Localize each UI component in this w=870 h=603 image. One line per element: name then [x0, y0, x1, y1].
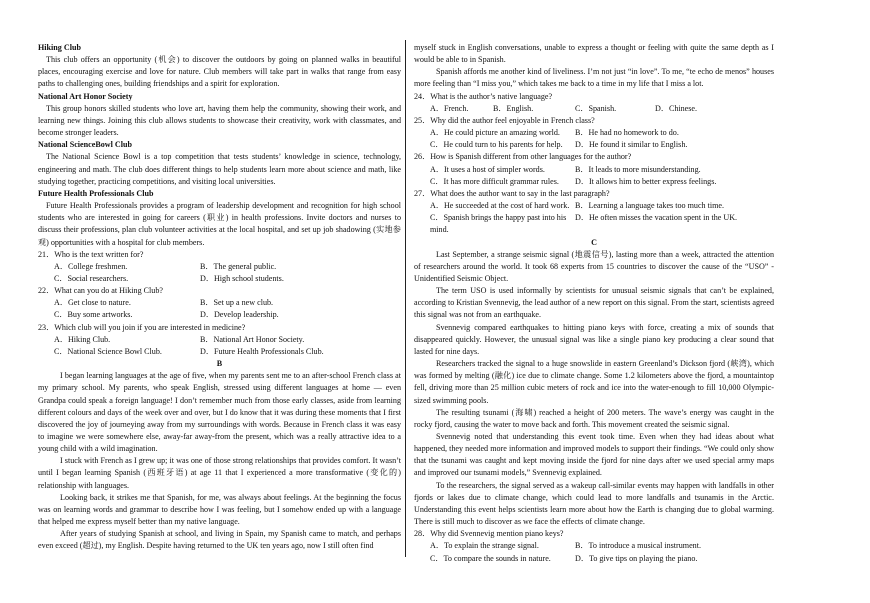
answer-option: B．English. [493, 103, 534, 113]
section-heading: National ScienceBowl Club [38, 140, 132, 150]
answer-option: D．Chinese. [655, 103, 698, 113]
paragraph: Future Health Professionals provides a program of leadership development and recognition for high school students who are interested in going for careers (职业) in health professions. Invite doctors and nurses to discuss their professions, plan club volunteer activities at the local hospital, and set up job shadowing (实地参观) opportunities with a hospital for club members. [38, 201, 401, 247]
answer-option: B．The general public. [200, 261, 277, 271]
answer-option: C．Buy some artworks. [54, 310, 133, 320]
answer-options [38, 334, 401, 358]
paragraph: After years of studying Spanish at school, and living in Spain, my Spanish came to match, and perhaps even exceed (超过), my English. Despite having returned to the UK ten years ago, now I still often find [38, 529, 401, 551]
paragraph: Svennevig noted that understanding this event took time. Even when they had ideas about what happened, they needed more information and improved models to support their findings. “We could only show that the tsunami was caught and kept moving inside the fjord for nine days after we used special army maps and improved our tsunami models,” Svennevig explained. [414, 432, 774, 478]
answer-option: C．He could turn to his parents for help. [430, 140, 563, 150]
answer-option: C．National Science Bowl Club. [54, 346, 162, 356]
answer-option: D．He found it similar to English. [575, 140, 688, 150]
paragraph: Spanish affords me another kind of liveliness. I’m not just “in love”. To me, “te echo de menos” houses more feeling than “I miss you,” which takes me back to a time in my life that I miss a lot. [414, 67, 774, 89]
answer-option: C．It has more difficult grammar rules. [430, 176, 559, 186]
answer-option: D．It allows him to better express feelings. [575, 176, 717, 186]
paragraph: To the researchers, the signal served as a wakeup call-similar events may happen with landfalls in other fjords or lakes due to climate change, which could lead to more landfalls and tsunamis in the Arctic. Understanding this event helps scientists learn more about how the Earth is changing due to global warming. There is still much to discover as we face the effects of climate change. [414, 480, 774, 527]
answer-option: C．Spanish. [575, 103, 617, 113]
answer-option: C．Social researchers. [54, 273, 129, 283]
answer-option: A．Hiking Club. [54, 334, 111, 344]
section-letter: C [591, 237, 597, 247]
column-divider [405, 40, 406, 557]
answer-option: B．National Art Honor Society. [200, 334, 305, 344]
question: 25．Why did the author feel enjoyable in French class? [414, 115, 595, 125]
paragraph: I stuck with French as I grew up; it was one of those strong relationships that provides comfort. It wasn’t until I began learning Spanish (西班牙语) at age 11 that I experienced a more transformative (变化的) relationship with languages. [38, 456, 401, 490]
answer-options [38, 261, 401, 285]
paragraph: The resulting tsunami (海啸) reached a height of 200 meters. The wave’s energy was caught in the rocky fjord, causing the water to move back and forth. This movement created the seismic signal. [414, 407, 774, 429]
answer-option: C．To compare the sounds in nature. [430, 553, 551, 563]
paragraph: I began learning languages at the age of five, when my parents sent me to an after-school French class at my primary school. My parents, who speak English, stressed using different languages at home — even Grandpa could speak a foreign language! I don’t remember much from those early classes, aside from learning different colours and days of the week over and over, but I do know that it was during these moments that I first discovered the joy of journeying away from my surroundings with words. Because in French class it was easy to imagine we were somewhere else, away-far away-from the present, which was a really attractive idea to a young child with a wild imagination. [38, 371, 401, 454]
answer-option: B．He had no homework to do. [575, 128, 679, 138]
question: 24．What is the author’s native language? [414, 91, 553, 101]
answer-option: D．High school students. [200, 273, 284, 283]
paragraph: myself stuck in English conversations, unable to express a thought or feeling with quite the same depth as I would be able to in Spanish. [414, 43, 774, 65]
paragraph: This group honors skilled students who love art, having them help the community, showing their work, and learning new things. Joining this club allows students to showcase their creativity, work with classmates, and become stronger leaders. [38, 103, 401, 138]
answer-option: B．Set up a new club. [200, 298, 274, 308]
question: 22．What can you do at Hiking Club? [38, 286, 163, 296]
answer-option: A．Get close to nature. [54, 298, 131, 308]
answer-option: A．It uses a host of simpler words. [430, 164, 545, 174]
right-column [414, 42, 774, 565]
question: 21．Who is the text written for? [38, 249, 144, 259]
paragraph: The National Science Bowl is a top competition that tests students’ knowledge in science, technology, engineering and math. The club does different things to help students learn more about science and math, like studying together, practicing competitions, and visiting local universities. [38, 152, 401, 186]
question: 28．Why did Svennevig mention piano keys? [414, 529, 564, 539]
section-heading: Hiking Club [38, 43, 81, 52]
answer-option: A．He could picture an amazing world. [430, 128, 560, 138]
answer-options [414, 164, 774, 188]
paragraph: The term USO is used informally by scientists for unusual seismic signals that can’t be explained, according to Kristian Svennevig, the lead author of a new report on this signal. From the start, scientists agreed this signal was not from an earthquake. [414, 286, 774, 320]
answer-options [414, 540, 774, 564]
answer-options [38, 297, 401, 321]
answer-options [414, 200, 774, 236]
answer-option: D．Future Health Professionals Club. [200, 346, 324, 356]
question: 23．Which club will you join if you are interested in medicine? [38, 322, 246, 332]
section-heading: National Art Honor Society [38, 91, 133, 101]
question: 27．What does the author want to say in the last paragraph? [414, 188, 610, 198]
answer-option: A．French. [430, 103, 469, 113]
section-heading: Future Health Professionals Club [38, 188, 154, 198]
answer-option: A．To explain the strange signal. [430, 541, 539, 551]
answer-options [414, 127, 774, 151]
left-column [38, 42, 401, 553]
paragraph: Researchers tracked the signal to a huge snowslide in eastern Greenland’s Dickson fjord (峡湾), which was formed by melting (融化) ice due to climate change. Some 1.2 kilometers above the fjord, a mountaintop fell, driving more than 25 million cubic meters of rock and ice into the water-enough to fill 10,000 Olympic-sized swimming pools. [414, 359, 774, 405]
answer-option: A．College freshmen. [54, 261, 128, 271]
answer-option: D．Develop leadership. [200, 310, 279, 320]
section-letter: B [216, 359, 223, 369]
paragraph: Svennevig compared earthquakes to hitting piano keys with force, creating a mix of sounds that disappeared quickly. However, the unusual signal was like a single piano key producing a clear sound that lasted for nine days. [414, 322, 774, 356]
question: 26．How is Spanish different from other languages for the author? [414, 152, 632, 162]
answer-option: D．To give tips on playing the piano. [575, 553, 698, 563]
paragraph: This club offers an opportunity (机会) to discover the outdoors by going on planned walks in beautiful places, encouraging exercise and love for nature. Club members will take part in walks that range from easy paths to challenging ones, building friendships and a spirit for exploration. [38, 55, 401, 89]
answer-option: B．To introduce a musical instrument. [575, 541, 701, 551]
answer-option: B．Learning a language takes too much time. [575, 201, 725, 211]
paragraph: Last September, a strange seismic signal (地震信号), lasting more than a week, attracted the attention of researchers around the world. It took 68 experts from 15 countries to discover the cause of the “USO” -Unidentified Seismic Object. [414, 249, 774, 283]
answer-option: A．He succeeded at the cost of hard work. [430, 201, 570, 211]
answer-option: D．He often misses the vacation spent in the UK. [575, 213, 738, 223]
answer-options [414, 103, 774, 115]
paragraph: Looking back, it strikes me that Spanish, for me, was always about feelings. At the beginning the focus was on learning words and grammar to describe how I was feeling, but I somehow ended up with a language that helped me express myself better than my native language. [38, 492, 401, 527]
answer-option: B．It leads to more misunderstanding. [575, 164, 701, 174]
answer-option: C．Spanish brings the happy past into his mind. [430, 213, 567, 235]
